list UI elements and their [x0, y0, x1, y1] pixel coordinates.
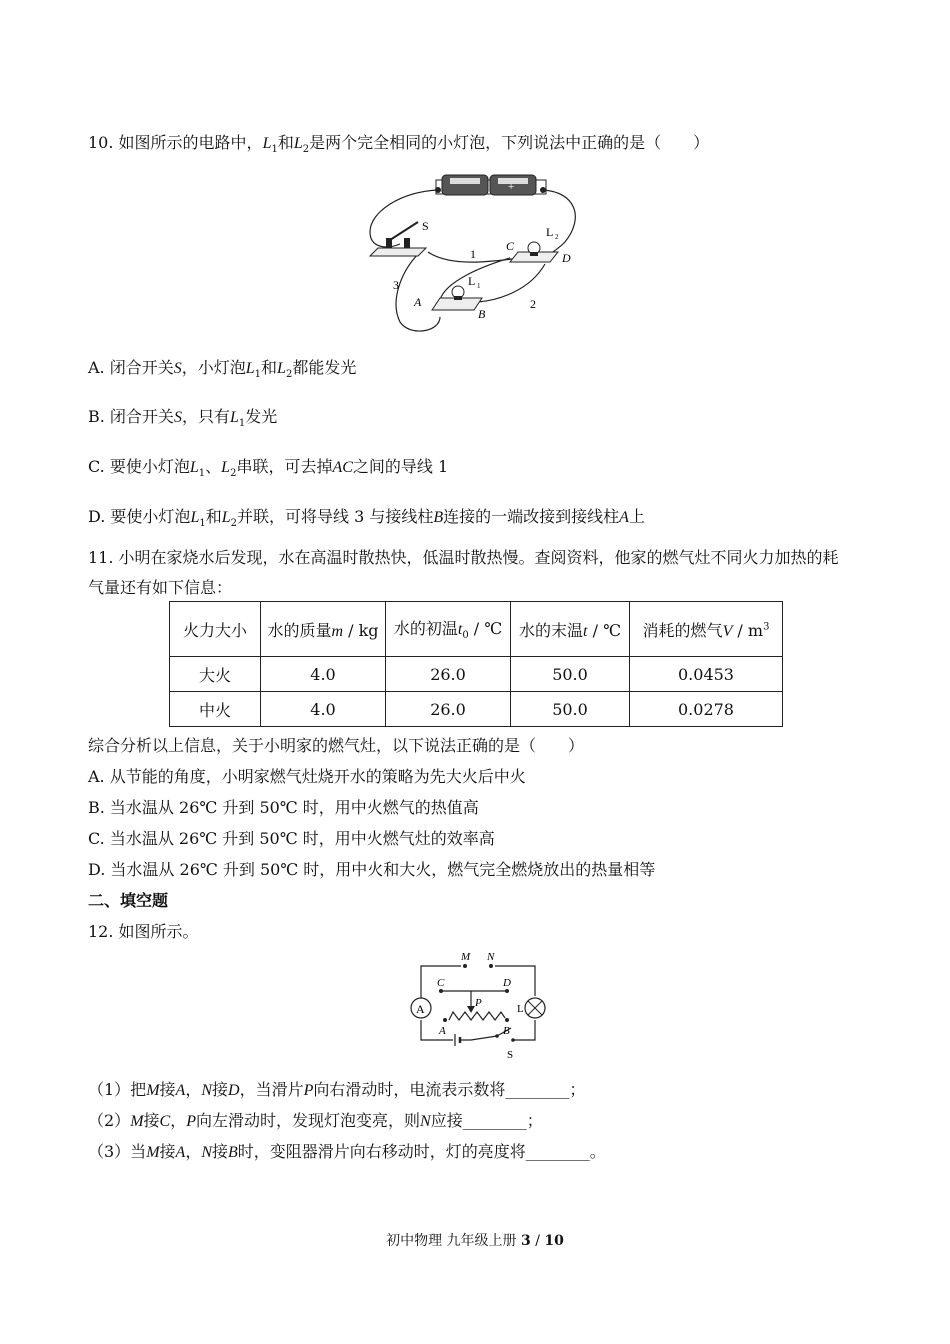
svg-text:A: A [439, 1025, 446, 1037]
q11-prompt: 综合分析以上信息，关于小明家的燃气灶，以下说法正确的是（ ） [88, 736, 585, 755]
q11-option-d: D. 当水温从 26℃ 升到 50℃ 时，用中火和大火，燃气完全燃烧放出的热量相等 [88, 860, 656, 879]
svg-text:C: C [506, 239, 515, 253]
svg-text:2: 2 [530, 297, 536, 311]
rheostat-icon [439, 989, 509, 1022]
q12-part3: （3）当M接A，N接B时，变阻器滑片向右移动时，灯的亮度将________。 [88, 1142, 606, 1161]
svg-text:S: S [507, 1049, 514, 1061]
q10-stem: 10. 如图所示的电路中，$L_1$和$L_2$是两个完全相同的小灯泡，下列说法中正确的是（ ） [88, 133, 710, 156]
table-cell: 大火 [170, 657, 261, 692]
svg-text:D: D [503, 977, 511, 989]
svg-text:+: + [508, 181, 515, 193]
svg-text:C: C [437, 977, 445, 989]
table-cell: 50.0 [511, 692, 630, 727]
svg-text:1: 1 [470, 247, 476, 261]
q11-option-b: B. 当水温从 26℃ 升到 50℃ 时，用中火燃气的热值高 [88, 798, 479, 817]
q10-option-c: C. 要使小灯泡$L_1$、$L_2$串联，可去掉AC之间的导线 1 [88, 457, 449, 480]
lamp-l2-icon [510, 242, 558, 262]
svg-text:M: M [461, 951, 471, 963]
header-gas: 消耗的燃气V / $m^3$ [630, 602, 783, 657]
svg-text:N: N [487, 951, 495, 963]
page-total: 10 [544, 1233, 564, 1249]
page-number: 3 [521, 1233, 531, 1249]
q11-option-c: C. 当水温从 26℃ 升到 50℃ 时，用中火燃气灶的效率高 [88, 829, 495, 848]
svg-text:3: 3 [393, 278, 399, 292]
ammeter-icon [411, 998, 431, 1018]
svg-text:2: 2 [555, 233, 559, 241]
svg-text:D: D [562, 251, 571, 265]
svg-text:1: 1 [477, 282, 481, 290]
battery-icon [455, 1034, 460, 1046]
svg-text:S: S [422, 219, 429, 233]
q12-circuit-figure [405, 948, 555, 1063]
battery-icon [435, 175, 546, 195]
lamp-icon [525, 998, 545, 1018]
table-header-row [170, 602, 783, 657]
header-mass: 水的质量m / kg [261, 602, 386, 657]
svg-text:L: L [468, 274, 476, 288]
table-row [170, 692, 783, 727]
lamp-l1-icon [432, 286, 482, 310]
svg-text:P: P [475, 997, 482, 1009]
svg-text:B: B [478, 307, 486, 321]
switch-icon [370, 222, 426, 256]
table-cell: 26.0 [386, 657, 511, 692]
table-cell: 0.0453 [630, 657, 783, 692]
header-final-temp: 水的末温t / ℃ [511, 602, 630, 657]
q10-option-b: B. 闭合开关S，只有$L_1$发光 [88, 407, 278, 430]
svg-text:L: L [546, 225, 554, 239]
table-cell: 4.0 [261, 657, 386, 692]
table-cell: 50.0 [511, 657, 630, 692]
header-fire: 火力大小 [170, 602, 261, 657]
svg-text:B: B [503, 1025, 510, 1037]
q12-part2: （2）M接C，P向左滑动时，发现灯泡变亮，则N应接________； [88, 1111, 543, 1130]
page-footer: 初中物理 九年级上册 3 / 10 [386, 1233, 564, 1249]
svg-text:L: L [517, 1003, 524, 1015]
q11-stem-line2: 气量还有如下信息： [88, 578, 233, 597]
header-initial-temp: 水的初温$t_0$ / ℃ [386, 602, 511, 657]
table-row [170, 657, 783, 692]
table-cell: 0.0278 [630, 692, 783, 727]
section-heading: 二、填空题 [88, 891, 169, 910]
svg-text:A: A [414, 295, 422, 309]
table-cell: 26.0 [386, 692, 511, 727]
q10-option-d: D. 要使小灯泡$L_1$和$L_2$并联，可将导线 3 与接线柱B连接的一端改接到接线柱A上 [88, 507, 645, 530]
q11-option-a: A. 从节能的角度，小明家燃气灶烧开水的策略为先大火后中火 [88, 767, 526, 786]
q10-option-a: A. 闭合开关S，小灯泡$L_1$和$L_2$都能发光 [88, 358, 357, 381]
table-cell: 4.0 [261, 692, 386, 727]
q10-circuit-figure [360, 172, 590, 342]
q11-stem-line1: 11. 小明在家烧水后发现，水在高温时散热快，低温时散热慢。查阅资料，他家的燃气灶不同火力加热的耗 [88, 548, 839, 567]
table-cell: 中火 [170, 692, 261, 727]
q12-stem: 12. 如图所示。 [88, 922, 199, 941]
svg-text:A: A [416, 1002, 425, 1016]
q11-data-table [169, 601, 783, 727]
q12-part1: （1）把M接A，N接D，当滑片P向右滑动时，电流表示数将________； [88, 1080, 586, 1099]
